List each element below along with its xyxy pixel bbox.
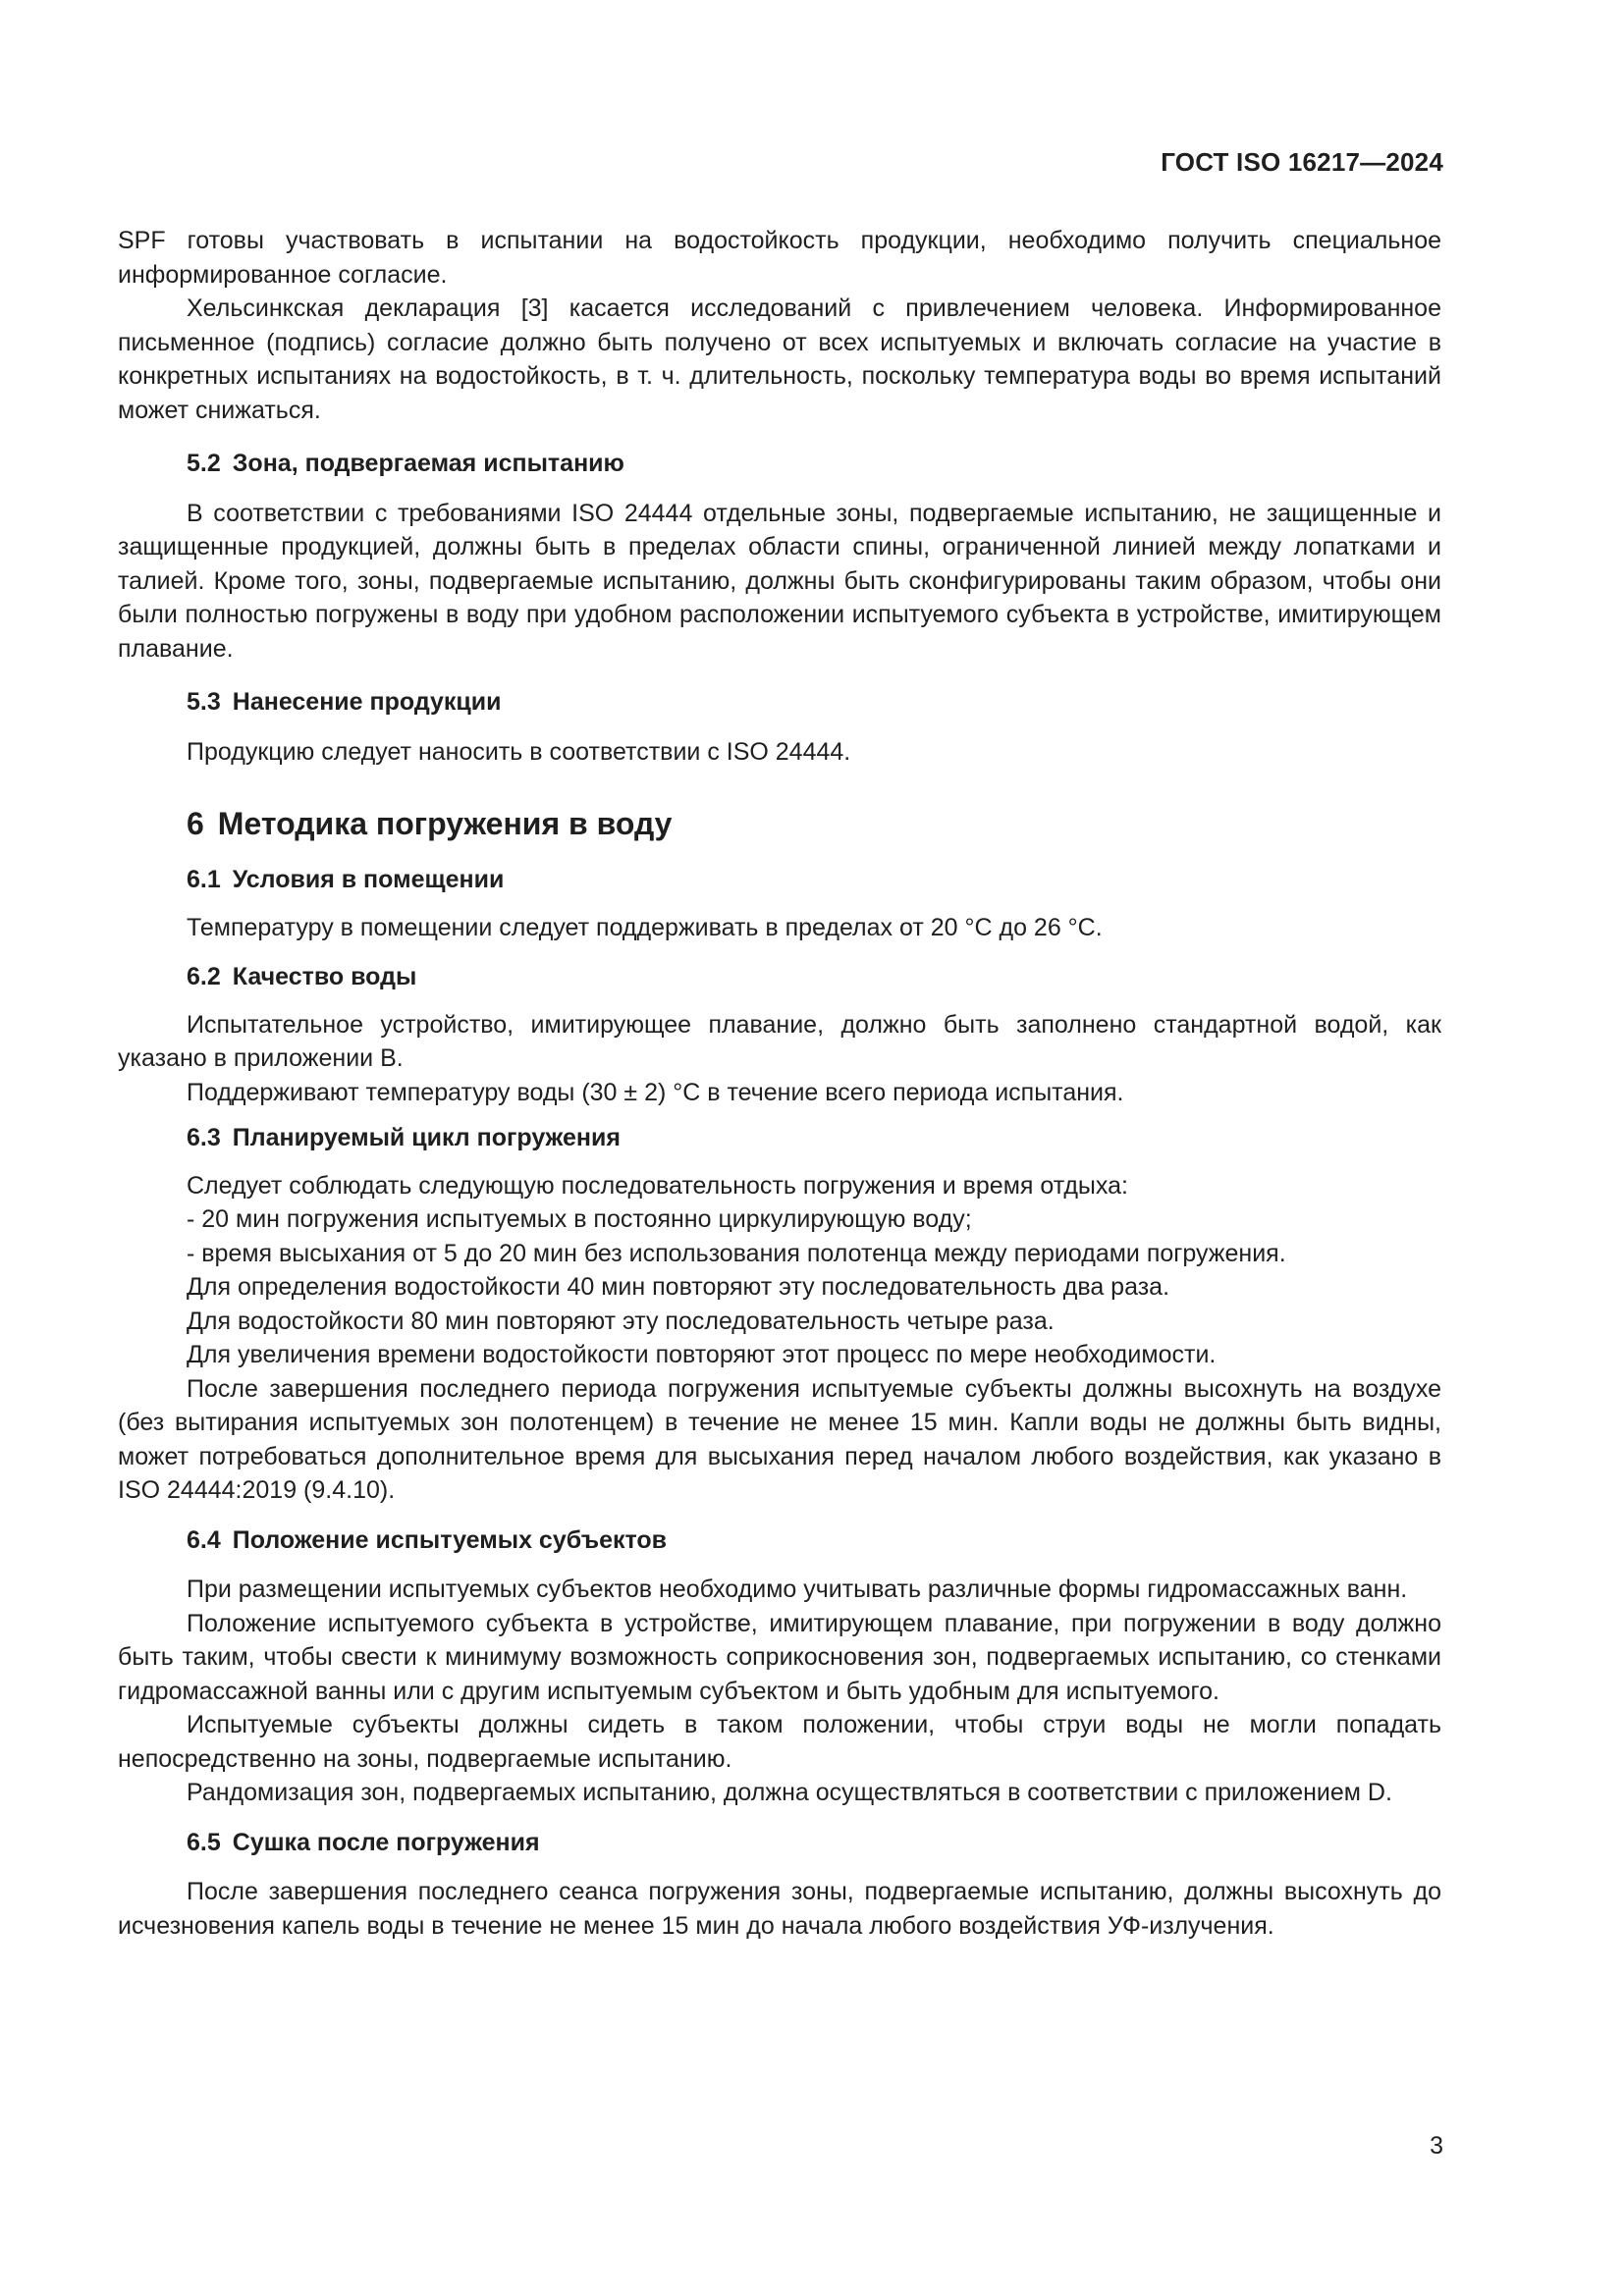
section-title: Качество воды bbox=[232, 963, 417, 990]
section-number: 6.1 bbox=[187, 866, 221, 893]
section-number: 6 bbox=[187, 806, 204, 841]
section-number: 5.3 bbox=[187, 688, 221, 716]
section-6-4-paragraph-4: Рандомизация зон, подвергаемых испытанию, должна осуществляться в соответствии с приложением D. bbox=[187, 1779, 1392, 1806]
section-5-3-heading bbox=[118, 685, 1441, 720]
section-6-2-paragraph-1: Испытательное устройство, имитирующее плавание, должно быть заполнено стандартной водой, как указано в приложении В. bbox=[118, 1010, 1441, 1072]
section-number: 6.4 bbox=[187, 1525, 221, 1554]
section-6-4-heading bbox=[118, 1523, 1441, 1558]
section-6-3-paragraph-1: Следует соблюдать следующую последовательность погружения и время отдыха: bbox=[187, 1171, 1128, 1200]
section-title: Нанесение продукции bbox=[232, 688, 502, 716]
section-6-2-paragraph-2: Поддерживают температуру воды (30 ± 2) °С в течение всего периода испытания. bbox=[187, 1078, 1124, 1106]
section-6-2-heading bbox=[118, 960, 1441, 994]
section-title: Планируемый цикл погружения bbox=[232, 1124, 621, 1151]
section-title: Положение испытуемых субъектов bbox=[232, 1525, 668, 1554]
section-title: Условия в помещении bbox=[232, 866, 505, 893]
section-6-heading bbox=[118, 804, 1441, 843]
section-6-1-heading bbox=[118, 863, 1441, 897]
section-5-2-paragraph-1: В соответствии с требованиями ISO 24444 отдельные зоны, подвергаемые испытанию, не защищенные и защищенные продукцией, должны быть в пределах области спины, ограниченной линией между лопатками и талией. Кроме того, зоны, подвергаемые испытанию, должны быть сконфигурированы таким образом, чтобы они были полностью погружены в воду при удобном расположении испытуемого субъекта в устройстве, имитирующем плавание. bbox=[118, 499, 1441, 663]
section-number: 6.3 bbox=[187, 1124, 221, 1151]
section-title: Методика погружения в воду bbox=[217, 806, 673, 841]
section-6-5-heading bbox=[118, 1826, 1441, 1860]
section-number: 5.2 bbox=[187, 450, 221, 477]
section-title: Сушка после погружения bbox=[232, 1828, 540, 1856]
page-header-standard-code: ГОСТ ISO 16217—2024 bbox=[1161, 147, 1443, 177]
section-6-4-paragraph-2: Положение испытуемого субъекта в устройстве, имитирующем плавание, при погружении в воду должно быть таким, чтобы свести к минимуму возможность соприкосновения зон, подвергаемых испытанию, со стенками гидромассажной ванны или с другим испытуемым субъектом и быть удобным для испытуемого. bbox=[118, 1609, 1441, 1705]
list-item: - 20 мин погружения испытуемых в постоянно циркулирующую воду; bbox=[187, 1205, 972, 1233]
section-6-3-heading bbox=[118, 1121, 1441, 1155]
section-number: 6.5 bbox=[187, 1828, 221, 1856]
section-title: Зона, подвергаемая испытанию bbox=[232, 450, 624, 477]
document-body bbox=[118, 224, 1441, 1943]
section-6-5-paragraph-1: После завершения последнего сеанса погружения зоны, подвергаемые испытанию, должны высохнуть до исчезновения капель воды в течение не менее 15 мин до начала любого воздействия УФ-излучения. bbox=[118, 1878, 1441, 1940]
section-6-4-paragraph-1: При размещении испытуемых субъектов необходимо учитывать различные формы гидромассажных ванн. bbox=[187, 1575, 1408, 1603]
section-6-3-paragraph-3: Для водостойкости 80 мин повторяют эту последовательность четыре раза. bbox=[187, 1307, 1055, 1335]
section-number: 6.2 bbox=[187, 963, 221, 990]
section-6-3-paragraph-4: Для увеличения времени водостойкости повторяют этот процесс по мере необходимости. bbox=[187, 1341, 1217, 1368]
section-6-3-paragraph-2: Для определения водостойкости 40 мин повторяют эту последовательность два раза. bbox=[187, 1273, 1170, 1301]
section-5-2-heading bbox=[118, 447, 1441, 481]
intro-paragraph-1: SPF готовы участвовать в испытании на водостойкость продукции, необходимо получить специальное информированное согласие. bbox=[118, 227, 1441, 289]
list-item: - время высыхания от 5 до 20 мин без использования полотенца между периодами погружения. bbox=[187, 1239, 1286, 1267]
section-5-3-paragraph-1: Продукцию следует наносить в соответствии с ISO 24444. bbox=[187, 737, 851, 766]
page-number: 3 bbox=[1430, 2132, 1443, 2160]
intro-paragraph-2: Хельсинкская декларация [3] касается исследований с привлечением человека. Информированное письменное (подпись) согласие должно быть получено от всех испытуемых и включать согласие на участие в конкретных испытаниях на водостойкость, в т. ч. длительность, поскольку температура воды во время испытаний может снижаться. bbox=[118, 294, 1441, 424]
section-6-3-paragraph-5: После завершения последнего периода погружения испытуемые субъекты должны высохнуть на воздухе (без вытирания испытуемых зон полотенцем) в течение не менее 15 мин. Капли воды не должны быть видны, может потребоваться дополнительное время для высыхания перед началом любого воздействия, как указано в ISO 24444:2019 (9.4.10). bbox=[118, 1374, 1441, 1504]
section-6-1-paragraph-1: Температуру в помещении следует поддерживать в пределах от 20 °С до 26 °С. bbox=[187, 913, 1103, 941]
section-6-4-paragraph-3: Испытуемые субъекты должны сидеть в таком положении, чтобы струи воды не могли попадать непосредственно на зоны, подвергаемые испытанию. bbox=[118, 1711, 1441, 1773]
